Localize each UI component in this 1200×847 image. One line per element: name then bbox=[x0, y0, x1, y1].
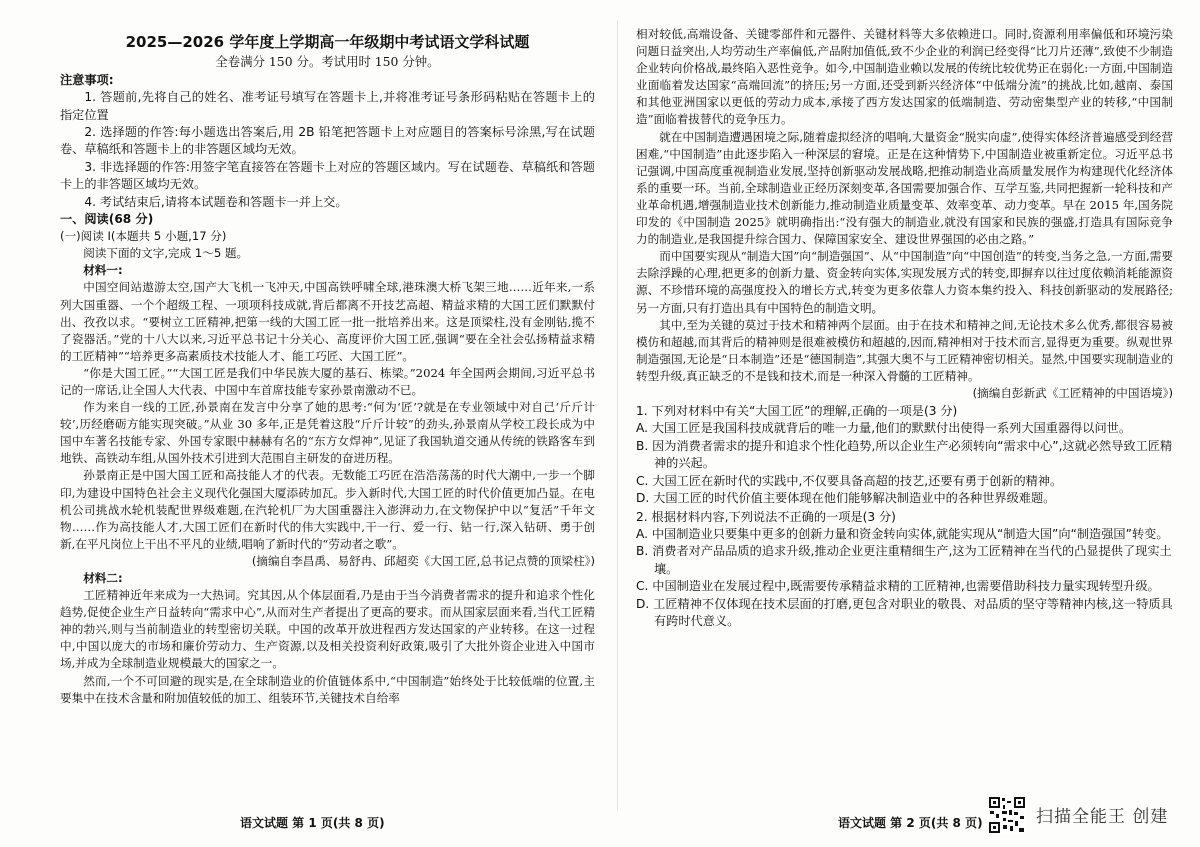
question-1-option-d: D. 大国工匠的时代价值主要体现在他们能够解决制造业中的各种世界级难题。 bbox=[636, 491, 1056, 506]
material2-paragraph: 然而,一个不可回避的现实是,在全球制造业的价值链体系中,“中国制造”始终处于比较低端的位置,主要集中在技术含量和附加值较低的加工、组装环节,关键技术自给率 bbox=[60, 673, 595, 705]
question-1-stem: 1. 下列对材料中有关“大国工匠”的理解,正确的一项是(3 分) bbox=[636, 404, 958, 419]
material1-label: 材料一: bbox=[83, 263, 123, 278]
note-item: 4. 考试结束后,请将本试题卷和答题卡一并上交。 bbox=[84, 194, 348, 209]
column-divider bbox=[617, 20, 618, 810]
material2-paragraph: 工匠精神近年来成为一大热词。究其因,从个体层面看,乃是由于当今消费者需求的提升和追求个性化趋势,促使企业生产日益转向“需求中心”,从而对生产者提出了更高的要求。而从国家层面来看,当代工匠精神的勃兴,则与当前制造业的转型密切关联。中国的改革开放进程西方发达国家的产业转移。在这一过程中,中国以庞大的市场和廉价劳动力、生产资源,以及相关投资利好政策,吸引了大批外资企业进入中国市场,并成为全球制造业规模最大的国家之一。 bbox=[60, 588, 595, 671]
material1-paragraph: 孙景南正是中国大国工匠和高技能人才的代表。无数能工巧匠在浩浩荡荡的时代大潮中,一步一个脚印,为建设中国特色社会主义现代化强国大厦添砖加瓦。步入新时代,大国工匠的时代价值更加凸显。在电机公司挑战水轮机装配世界级难题,在汽轮机厂为大国重器注入澎湃动力,在文物保护中以“复活”千年文物……作为高技能人才,大国工匠们在新时代的伟大实践中,干一行、爱一行、钻一行,深入钻研、勇于创新,在平凡岗位上干出不平凡的业绩,唱响了新时代的“劳动者之歌”。 bbox=[60, 468, 595, 551]
question-2-stem: 2. 根据材料内容,下列说法不正确的一项是(3 分) bbox=[636, 509, 896, 524]
material2-paragraph: 而中国要实现从“制造大国”向“制造强国”、从“中国制造”向“中国创造”的转变,当务之急,一方面,需要去除浮躁的心理,把更多的创新力量、资金转向实体,实现发展方式的转变,即摒弃以往过度依赖消耗能源资源、不珍惜环境的高强度投入的增长方式,转变为更多依靠人力资本集约投入、科技创新驱动的发展路径;另一方面,只有打造出具有中国特色的制造文明。 bbox=[636, 249, 1173, 315]
question-2-option-a: A. 中国制造业只要集中更多的创新力量和资金转向实体,就能实现从“制造大国”向“制造强国”转变。 bbox=[636, 526, 1169, 541]
notes-heading: 注意事项: bbox=[60, 73, 114, 88]
material2-paragraph: 其中,至为关键的莫过于技术和精神两个层面。由于在技术和精神之间,无论技术多么优秀,都很容易被模仿和超越,而其背后的精神则是很难被模仿和超越的,因而,精神相对于技术而言,显得更为重要。纵观世界制造强国,无论是“日本制造”还是“德国制造”,其强大奥不与工匠精神密切相关。显然,中国要实现制造业的转型升级,真正缺乏的不是钱和技术,而是一种深入骨髓的工匠精神。 bbox=[636, 317, 1173, 383]
material2-paragraph: 相对较低,高端设备、关键零部件和元器件、关键材料等大多依赖进口。同时,资源利用率偏低和环境污染问题日益突出,人均劳动生产率偏低,产品附加值低,致不少企业的利润已经变得“比刀片还薄”,致使不少制造企业转向价格战,最终陷入恶性竞争。如今,中国制造业赖以发展的传统比较优势正在弱化:一方面,中国制造业面临着发达国家“高端回流”的挤压;另一方面,还受到新兴经济体“中低端分流”的挑战,比如,越南、泰国和其他亚洲国家以更低的劳动力成本,承接了西方发达国家的低端制造、劳动密集型产业的转移,“中国制造”面临着拔替代的竞争压力。 bbox=[636, 27, 1173, 127]
page-footer-2: 语文试题 第 2 页(共 8 页) bbox=[838, 816, 983, 830]
question-1-option-b: B. 因为消费者需求的提升和追求个性化趋势,所以企业生产必须转向“需求中心”,这就必然导致工匠精神的兴起。 bbox=[636, 438, 1173, 471]
material2-label: 材料二: bbox=[83, 571, 123, 585]
material1-source: (摘编自李昌禹、易舒冉、邱超奕《大国工匠,总书记点赞的顶梁柱》) bbox=[251, 553, 595, 568]
material1-paragraph: 作为来自一线的工匠,孙景南在发言中分享了她的思考:“何为‘匠’?就是在专业领域中对自己‘斤斤计较’,历经磨砺方能实现突破。”从业 30 多年,正是凭着这股“斤斤计较”的劲头,孙景南从学校工段长成为中国中车著名技能专家、外国专家眼中赫赫有名的“东方女焊神”,见证了我国轨道交通从传统的铁路客车到地铁、高铁动车组,从国外技术引进到大范围自主研发的奋进历程。 bbox=[60, 400, 595, 466]
note-item: 1. 答题前,先将自己的姓名、准考证号填写在答题卡上,并将准考证号条形码粘贴在答题卡上的指定位置 bbox=[60, 90, 595, 122]
note-item: 3. 非选择题的作答:用签字笔直接答在答题卡上对应的答题区域内。写在试题卷、草稿纸和答题卡上的非答题区域均无效。 bbox=[60, 159, 595, 192]
exam-title: 2025—2026 学年度上学期高一年级期中考试语文学科试题 bbox=[125, 33, 530, 51]
left-column bbox=[60, 32, 595, 707]
question-2-option-c: C. 中国制造业在发展过程中,既需要传承精益求精的工匠精神,也需要借助科技力量实现转型升级。 bbox=[636, 579, 1160, 594]
material1-paragraph: “你是大国工匠。”“大国工匠是我们中华民族大厦的基石、栋梁。”2024 年全国两会期间,习近平总书记的一席话,让全国人大代表、中国中车首席技能专家孙景南激动不已。 bbox=[60, 365, 595, 397]
reading-instruction: 阅读下面的文字,完成 1～5 题。 bbox=[83, 246, 249, 261]
material2-source: (摘编自彭新武《工匠精神的中国语境》) bbox=[972, 385, 1173, 400]
section-heading: 一、阅读(68 分) bbox=[60, 212, 154, 227]
material1-paragraph: 中国空间站遨游太空,国产大飞机一飞冲天,中国高铁呼啸全球,港珠澳大桥飞架三地……近年来,一系列大国重器、一个个超级工程、一项项科技成就,背后都离不开技艺高超、精益求精的大国工匠们默默付出、孜孜以求。“要树立工匠精神,把第一线的大国工匠一批一批培养出来。这是顶梁柱,没有金刚钻,揽不了瓷器活。”党的十八大以来,习近平总书记十分关心、高度评价大国工匠,强调“要在全社会弘扬精益求精的工匠精神”“培养更多高素质技术技能人才、能工巧匠、大国工匠”。 bbox=[60, 280, 595, 363]
qr-code-icon bbox=[988, 796, 1026, 834]
subsection-heading: (一)阅读 I(本题共 5 小题,17 分) bbox=[60, 229, 227, 244]
question-2-option-b: B. 消费者对产品品质的追求升级,推动企业更注重精细生产,这为工匠精神在当代的凸显提供了现实土壤。 bbox=[636, 544, 1172, 576]
question-2-option-d: D. 工匠精神不仅体现在技术层面的打磨,更包含对职业的敬畏、对品质的坚守等精神内核,这一特质具有跨时代意义。 bbox=[636, 596, 1173, 628]
scanner-brand: 扫描全能王 创建 bbox=[1036, 807, 1169, 827]
material2-paragraph: 就在中国制造遭遇困境之际,随着虚拟经济的唱响,大量资金“脱实向虚”,使得实体经济普遍感受到经营困难,“中国制造”由此逐步陷入一种深层的窘境。正是在这种情势下,中国制造业被重新定位。习近平总书记强调,中国高度重视制造业发展,坚持创新驱动发展战略,把推动制造业高质量发展作为构建现代化经济体系的重要一环。当前,全球制造业正经历深刻变革,各国需要加强合作、互学互鉴,共同把握新一轮科技和产业革命机遇,增强制造业技术创新能力,推动制造业质量变革、效率变革、动力变革。早在 2015 年,国务院印发的《中国制造 2025》就明确指出:“没有强大的制造业,就没有国家和民族的强盛,打造具有国际竞争力的制造业,是我国提升综合国力、保障国家安全、建设世界强国的必由之路。” bbox=[636, 129, 1173, 247]
page-footer-1: 语文试题 第 1 页(共 8 页) bbox=[240, 816, 385, 830]
question-1-option-a: A. 大国工匠是我国科技成就背后的唯一力量,他们的默默付出使得一系列大国重器得以问世。 bbox=[636, 421, 1132, 436]
question-1-option-c: C. 大国工匠在新时代的实践中,不仅要具备高超的技艺,还要有勇于创新的精神。 bbox=[636, 473, 1063, 488]
exam-meta: 全卷满分 150 分。考试用时 150 分钟。 bbox=[215, 54, 440, 69]
note-item: 2. 选择题的作答:每小题选出答案后,用 2B 铅笔把答题卡上对应题目的答案标号涂黑,写在试题卷、草稿纸和答题卡上的非答题区域均无效。 bbox=[60, 125, 595, 157]
right-column bbox=[636, 26, 1173, 630]
